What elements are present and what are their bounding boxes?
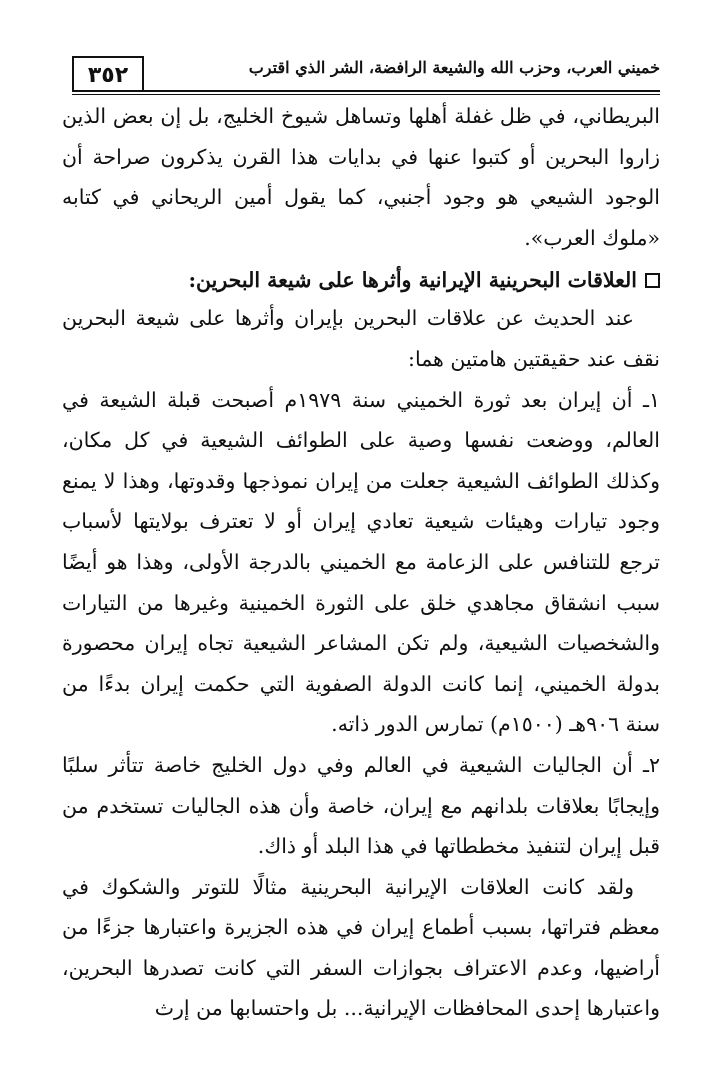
list-item-2: ٢ـ أن الجاليات الشيعية في العالم وفي دول الخليج خاصة تتأثر سلبًا وإيجابًا بعلاقات بلدانهم مع إيران، خاصة وأن هذه الجاليات تستخدم من قبل إيران لتنفيذ مخططاتها في هذا البلد أو ذاك. xyxy=(62,752,660,859)
paragraph-continuation: البريطاني، في ظل غفلة أهلها وتساهل شيوخ الخليج، بل إن بعض الذين زاروا البحرين أو كتبوا عنها في بدايات هذا القرن يذكرون صراحة أن الوجود الشيعي هو وجود أجنبي، كما يقول أمين الريحاني في كتابه «ملوك العرب». xyxy=(62,104,660,250)
running-title: خميني العرب، وحزب الله والشيعة الرافضة، الشر الذي اقترب xyxy=(248,58,660,77)
square-bullet-icon xyxy=(645,273,660,288)
section-heading-text: العلاقات البحرينية الإيرانية وأثرها على شيعة البحرين: xyxy=(188,268,637,293)
section-heading xyxy=(62,262,660,298)
header-rule-thin xyxy=(72,94,660,95)
header-rule xyxy=(72,90,660,92)
page-header xyxy=(72,52,660,92)
page-number: ٣٥٢ xyxy=(72,56,144,92)
paragraph-relations: ولقد كانت العلاقات الإيرانية البحرينية مثالًا للتوتر والشكوك في معظم فتراتها، بسبب أطماع إيران في هذه الجزيرة واعتبارها جزءًا من أراضيها، وعدم الاعتراف بجوازات السفر التي كانت تصدرها البحرين، واعتبارها إحدى المحافظات الإيرانية... بل واحتسابها من إرث xyxy=(62,874,660,1021)
list-item-1: ١ـ أن إيران بعد ثورة الخميني سنة ١٩٧٩م أصبحت قبلة الشيعة في العالم، ووضعت نفسها وصية على الطوائف الشيعية في كل مكان، وكذلك الطوائف الشيعية جعلت من إيران نموذجها وقدوتها، وهذا لا يمنع وجود تيارات وهيئات شيعية تعادي إيران أو لا تعترف بولايتها لأسباب ترجع للتنافس على الزعامة مع الخميني بالدرجة الأولى، وهذا هو أيضًا سبب انشقاق مجاهدي خلق على الثورة الخمينية وغيرها من التيارات والشخصيات الشيعية، ولم تكن المشاعر الشيعية تجاه إيران محصورة بدولة الخميني، إنما كانت الدولة الصفوية التي حكمت إيران بدءًا من سنة ٩٠٦هـ (١٥٠٠م) تمارس الدور ذاته. xyxy=(62,387,660,737)
page-body xyxy=(62,96,660,1029)
paragraph-intro: عند الحديث عن علاقات البحرين بإيران وأثرها على شيعة البحرين نقف عند حقيقتين هامتين هما: xyxy=(62,306,660,371)
